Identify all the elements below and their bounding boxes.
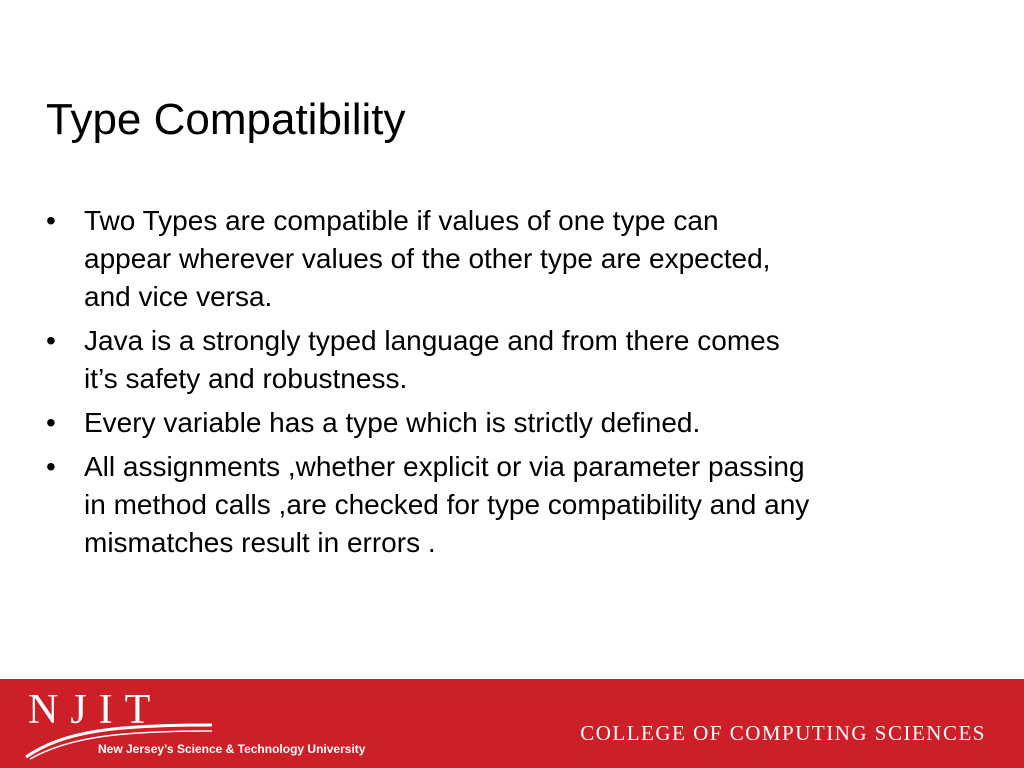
bullet-item (46, 404, 976, 442)
bullet-item (46, 202, 976, 316)
bullet-text: Every variable has a type which is strictly defined. (84, 407, 701, 438)
bullet-item (46, 448, 976, 562)
bullet-list (46, 202, 976, 568)
njit-logo-letters: NJIT (28, 687, 163, 733)
bullet-marker: • (46, 451, 56, 482)
bullet-marker: • (46, 407, 56, 438)
bullet-marker: • (46, 205, 56, 236)
footer-banner (0, 679, 1024, 768)
njit-logo (24, 683, 384, 763)
bullet-text: Two Types are compatible if values of one type can appear wherever values of the other type are expected, and vice versa. (84, 205, 771, 312)
bullet-text: Java is a strongly typed language and from there comes it’s safety and robustness. (84, 325, 780, 394)
bullet-text: All assignments ,whether explicit or via parameter passing in method calls ,are checked for type compatibility and any mismatches result in errors . (84, 451, 810, 558)
slide-title: Type Compatibility (46, 95, 406, 144)
logo-tagline: New Jersey’s Science & Technology University (98, 742, 366, 756)
bullet-marker: • (46, 325, 56, 356)
college-name: COLLEGE OF COMPUTING SCIENCES (580, 721, 986, 745)
bullet-item (46, 322, 976, 398)
